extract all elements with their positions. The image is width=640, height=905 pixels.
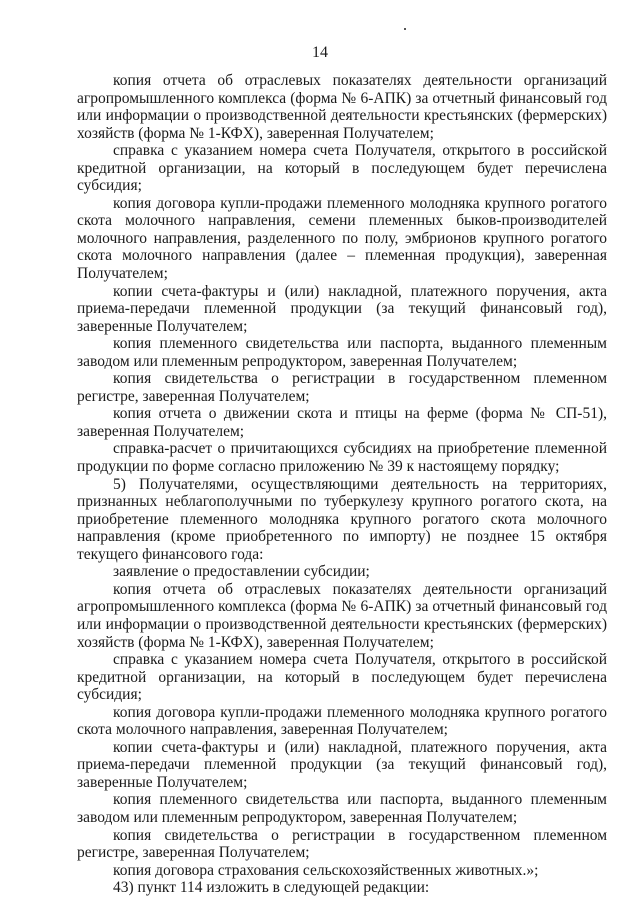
paragraph: копия отчета об отраслевых показателях деятельности организаций агропромышленного комплекса (форма № 6-АПК) за отчетный финансовый год или информации о производственной деятельности крестьянских (фермерских) хозяйств (форма № 1-КФХ), заверенная Получателем; — [77, 72, 607, 142]
paragraph: 43) пункт 114 изложить в следующей редакции: — [113, 879, 430, 897]
paragraph: копии счета-фактуры и (или) накладной, платежного поручения, акта приема-передачи племенной продукции (за текущий финансовый год), заверенные Получателем; — [77, 282, 607, 335]
paragraph: справка-расчет о причитающихся субсидиях на приобретение племенной продукции по форме согласно приложению № 39 к настоящему порядку; — [77, 440, 607, 476]
paragraph: копия свидетельства о регистрации в государственном племенном регистре, заверенная Получателем; — [77, 370, 607, 405]
paragraph: копия отчета о движении скота и птицы на ферме (форма № СП-51), заверенная Получателем; — [77, 405, 607, 440]
paragraph: заявление о предоставлении субсидии; — [113, 563, 370, 581]
scan-speck — [404, 28, 406, 30]
paragraph: копия договора купли-продажи племенного молодняка крупного рогатого скота молочного направления, заверенная Получателем; — [77, 703, 607, 739]
paragraph: справка с указанием номера счета Получателя, открытого в российской кредитной организации, на который в последующем будет перечислена субсидия; — [77, 142, 607, 195]
paragraph: копия договора страхования сельскохозяйственных животных.»; — [113, 861, 539, 879]
paragraph: копия свидетельства о регистрации в государственном племенном регистре, заверенная Получателем; — [77, 826, 607, 862]
paragraph: копия племенного свидетельства или паспорта, выданного племенным заводом или племенным репродуктором, заверенная Получателем; — [77, 791, 607, 826]
paragraph: копия племенного свидетельства или паспорта, выданного племенным заводом или племенным репродуктором, заверенная Получателем; — [77, 335, 607, 370]
page-number: 14 — [312, 44, 328, 61]
paragraph: копия договора купли-продажи племенного молодняка крупного рогатого скота молочного направления, семени племенных быков-производителей молочного направления, разделенного по полу, эмбрионов крупного рогатого скота молочного направления (далее – племенная продукция), заверенная Получателем; — [77, 194, 607, 283]
paragraph: 5) Получателями, осуществляющими деятельность на территориях, признанных неблагополучными по туберкулезу крупного рогатого скота, на приобретение племенного молодняка крупного рогатого скота молочного направления (кроме приобретенного по импорту) не позднее 15 октября текущего финансового года: — [77, 475, 607, 563]
body-text — [77, 72, 607, 897]
paragraph: справка с указанием номера счета Получателя, открытого в российской кредитной организации, на который в последующем будет перечислена субсидия; — [77, 651, 607, 704]
paragraph: копии счета-фактуры и (или) накладной, платежного поручения, акта приема-передачи племенной продукции (за текущий финансовый год), заверенные Получателем; — [77, 738, 607, 791]
paragraph: копия отчета об отраслевых показателях деятельности организаций агропромышленного комплекса (форма № 6-АПК) за отчетный финансовый год или информации о производственной деятельности крестьянских (фермерских) хозяйств (форма № 1-КФХ), заверенная Получателем; — [77, 580, 607, 651]
